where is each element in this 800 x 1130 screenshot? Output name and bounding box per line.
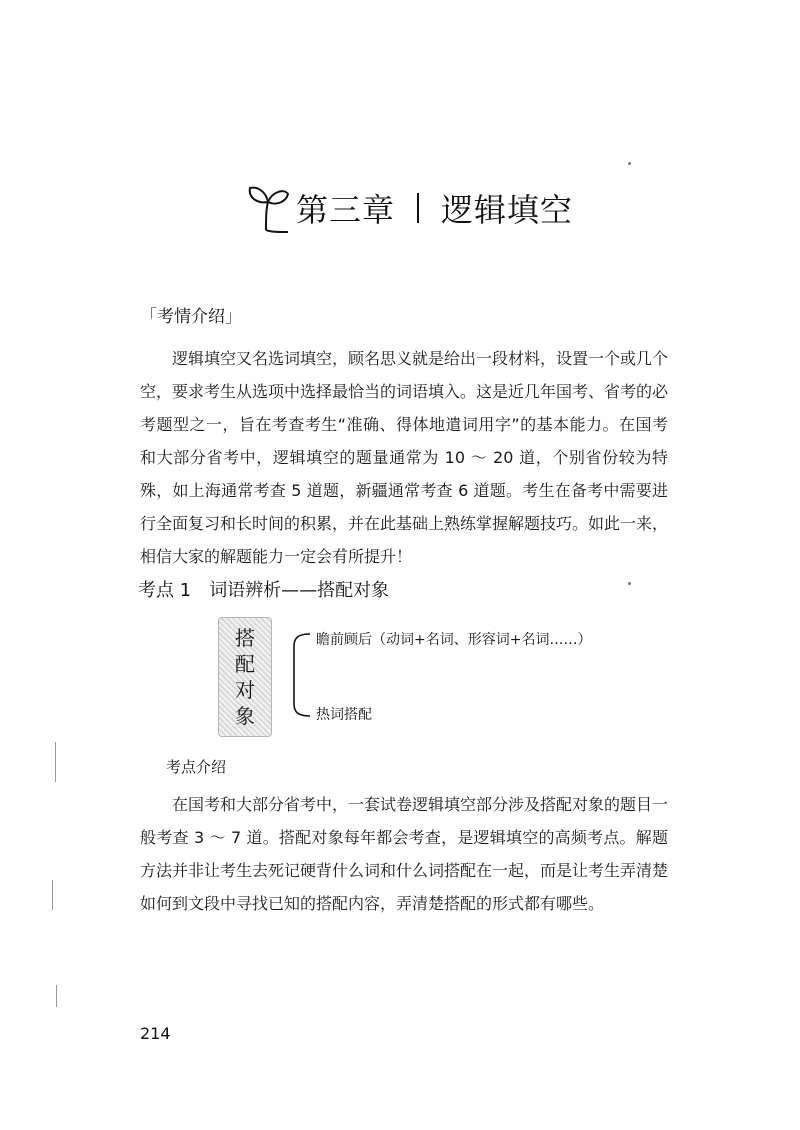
seal-char: 搭: [235, 626, 255, 650]
scan-mark: [56, 985, 57, 1007]
chapter-title: [244, 178, 573, 238]
seal-char: 配: [235, 652, 255, 676]
seal-char: 象: [235, 704, 255, 728]
scan-mark: [55, 742, 56, 782]
sprout-icon: [244, 180, 292, 236]
kaodian-number: 考点 1: [138, 580, 192, 601]
open-bracket: 「: [140, 307, 157, 327]
kaodian-title: 词语辨析——搭配对象: [209, 580, 390, 601]
exam-info-heading-text: 考情介绍: [157, 307, 225, 327]
seal-char: 对: [235, 678, 255, 702]
exam-info-heading: [140, 302, 242, 327]
kaodian-intro-paragraph: [140, 788, 668, 920]
scan-speck: [628, 582, 631, 585]
kaodian-intro-text: 在国考和大部分省考中，一套试卷逻辑填空部分涉及搭配对象的题目一般考查 3 ～ 7 道。搭配对象每年都会考查，是逻辑填空的高频考点。解题方法并非让考生去死记硬背什么词和什么词搭配在一起，而是让考生弄清楚如何到文段中寻找已知的搭配内容，弄清楚搭配的形式都有哪些。: [140, 795, 669, 913]
chapter-divider: [417, 193, 419, 223]
kaodian-intro-heading: 考点介绍: [166, 758, 227, 776]
match-object-seal: [218, 617, 272, 737]
chapter-name: 逻辑填空: [441, 191, 574, 229]
branch-item: 热词搭配: [316, 707, 372, 723]
exam-info-paragraph: [140, 342, 668, 573]
scan-speck: [628, 162, 631, 165]
kaodian-heading: [138, 576, 389, 602]
branch-brace: [284, 630, 314, 720]
branch-item: 瞻前顾后（动词+名词、形容词+名词……）: [316, 632, 592, 648]
exam-info-text: 逻辑填空又名选词填空，顾名思义就是给出一段材料，设置一个或几个空，要求考生从选项中选择最恰当的词语填入。这是近几年国考、省考的必考题型之一，旨在考查考生“准确、得体地遣词用字”的基本能力。在国考和大部分省考中，逻辑填空的题量通常为 10 ～ 20 道，个别省份较为特殊，如上海通常考查 5 道题，新疆通常考查 6 道题。考生在备考中需要进行全面复习和长时间的积累，并在此基础上熟练掌握解题技巧。如此一来，相信大家的解题能力一定会有所提升！: [140, 349, 669, 566]
scan-mark: [52, 880, 53, 910]
close-bracket: 」: [225, 307, 242, 327]
chapter-number: 第三章: [296, 191, 396, 229]
page-number: 214: [140, 1024, 171, 1043]
